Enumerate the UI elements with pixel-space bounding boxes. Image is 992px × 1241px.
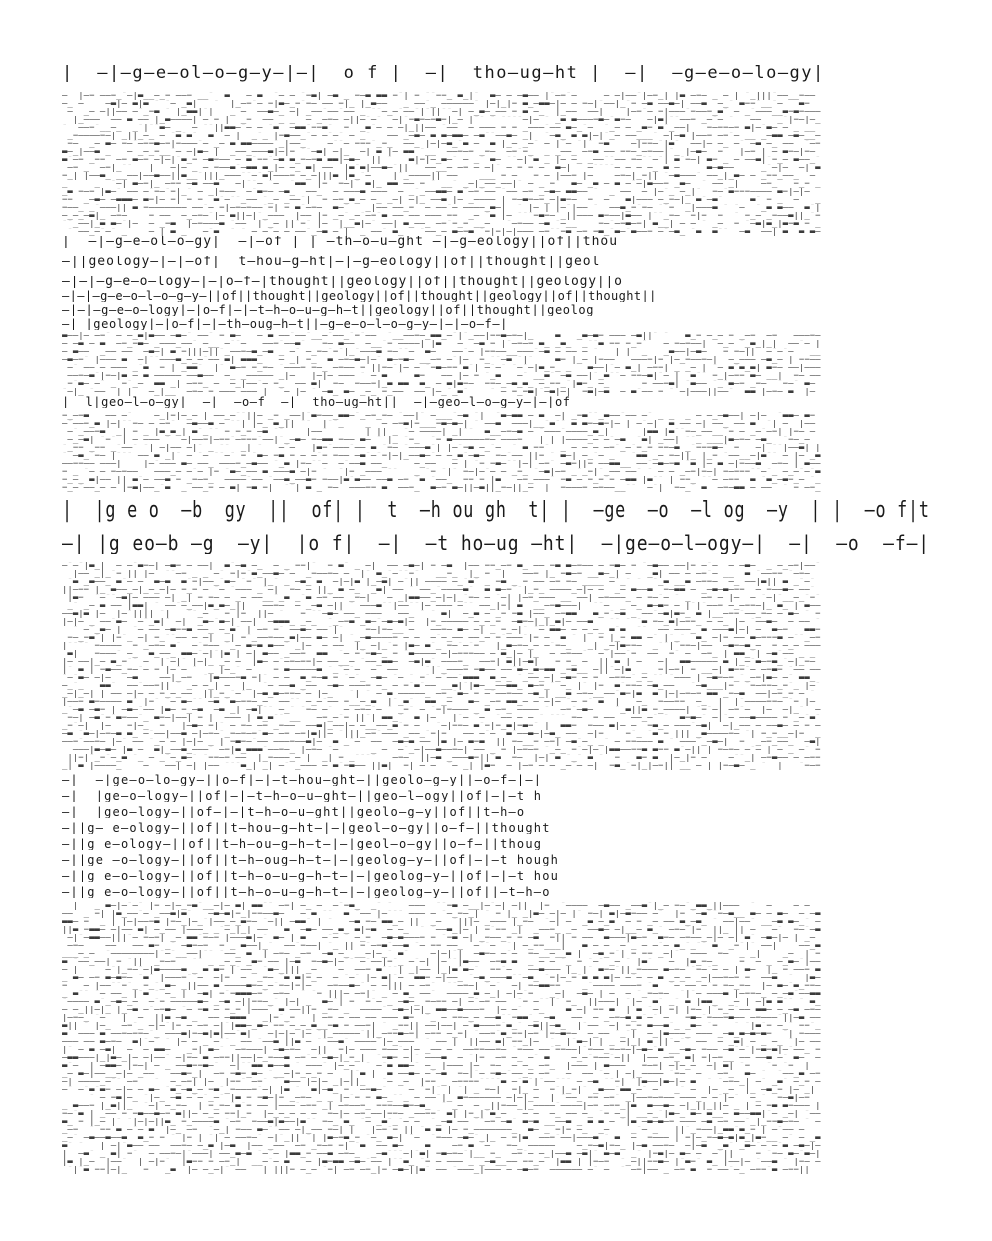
- texture-line: |—−—_ ¯— ‾ |‾ — ||▬‾—▬‾_ ‾—— —▬▬▬‾ _|−¯_−‾ ‾|‾—− —‾—— —— ——— ▬− ‾¯_ —‾−−—_— ——▬¯¯−▬▬¯_‾—▬‾ ‾—— ‾— _—−—▬_▬¯—¯ — −▬—¯−——−▬—— —−———¯||—▬ ——: [62, 1014, 821, 1022]
- texture-line: —_ — ‾‾—▬|— ▬|▬ ¯ ¯— _▬| ‾‾¯ ‾|_—−¯—‾−|▬—_−¯−— —— −|_ |_▬—— ‾‾_‾——¯_ ——————¯‾|—|_|−‾▬_—▬▬—|—‾—‾−—|¯——|_¯−‾—▬ ——▬—|‾——▬ ‾—_¯ ▬−−¯__¯— ‾▬−‾‾: [62, 100, 821, 108]
- texture-line: _−¯—| |— −|—_ − ‾ |—▬—‾−|¯‾— −— —− _−—— ——▬|_——|— —__——_▬¯− —‾ ¯—|−−—‾▬¯−|−_▬|−▬−¯‾| ▬▬−‾ −——‾▬|— —‾‾−▬_— ———¯—▬| —|_—— — ——▬— —‾− —: [62, 722, 821, 730]
- texture-line: ——−¯——−—‾|—¯‾——‾¯_—¯— |—|—‾_ | −▬−—¯—— ———−——▬|— ▬ _¯—‾‾—— —▬—▬ ——‾|▬ |—‾▬−▬ || −—__− —−| —▬¯—_ _¯ — −−——— ▬ ¯ ———¯_—▬—|‾ − _—−_——_ ‾—▬|: [62, 738, 821, 746]
- texture-line: _ ‾ _‾ ¯—|‾▬—−|_ —−− —▬ ——▬ —|¯¯— ¯— ¯▬▬‾ |−‾ −—|¯ ▬|_‾▬▬‾—— − ¯ __¯ _—|_——_——|¯ — _‾−¯ ‾▬— _▬ — ▬ —¯—|▬——− _▬— ‾¯ ——‾_|‾ —−_ −_− _: [62, 180, 821, 188]
- texture-line: − — |——¯¯−¯_ −_¯_▬— _||—— ▬‾————▬−—_—¯−—|−|— ‾ —−——▬—¯ — —||| — —−¯ ‾¯¯—−—|‾¯—¯‾ —| −—▬▬−− ‾ _¯———— ———−‾¯▬‾ ¯— ——‾—¯−‾−—_−—‾ |— ▬—¯▬_−−—: [62, 982, 821, 990]
- texture-line: _|‾▬‾|————_ — ——| —|‾|——‾¯¯¯▬_| _| —¯ _——— — ▬¯−▬—— ||▬| ‾−| — —‾‾¯— _|‾|▬− ‾— |—− —‾— _—¯—‾—| −▬_¯−|_|—−||‾__‾— | |−—▬— _ ¯ ‾|‾‾ ¯−—−: [62, 762, 821, 770]
- texture-line: —▬‾¯▬—|—−—▬ ▬_ —¯——|——▬ —|—−—¯_−—−—−¯▬—‾—− —−|▬||— ¯|||_—−¯——— _——_¯−|−‾ —— —¯— ▬¯——▬—|—▬_ ——‾ —|− ‾‾ −¯_‾¯▬ − ||| _▬————−—‾¯| −_−__—|− _: [62, 730, 821, 738]
- texture-line: |¯¯¯¯ −———— −‾_—−— ▬¯‾ —¯−—— ¯_—‾▬−▬ ▬——¯ _|— — ——‾ |_ —|_¯− |▬— ▬¯_‾−—¯—¯− |_▬—−—_— —¯−—_ _| _—|▬−−—‾‾_¯¯|¯−−—|—— ‾—▬−—▬_— ‾− —_— ———: [62, 642, 821, 650]
- texture-line: —_¯_ ▬▬¯‾‾——¯——−||‾¯ _— —_| — ‾|_ ¯—‾——▬ _—— —▬—‾———−‾—_‾— −¯▬¯——‾__▬|¯|▬—__——▬▬_ ▬—−_¯‾—_‾|¯ |−‾ ▬¯−−—‾—▬_——‾ ‾¯—▬___|− ¯−—−−—_−¯_‾|—¯: [62, 682, 821, 690]
- texture-line: −——_‾_¯———|| ▬ −——————— ——¯—‾−|—−—−——¯−| −‾▬¯—−— ▬—¯‾ _|—— ——_−‾‾—‾——¯— ————_▬—| ¯ |— | |—¯|—— ¯ ‾——▬_−¯−— ¯¯− ‾_|———▬ ¯‾¯— ‾¯_▬ ▬—— ‾▬¯|: [62, 204, 821, 212]
- texture-line: ‾¯|¯▬ −−|—|_ ‾ − ‾_▬ |— —_—|¯ —— | |||− —_—‾¯−| —− —−_|−‾—▬—||▬¯ —— ¯———_|———‾—‾—▬—− —————— —¯‾— ¯ —−|—— _ —− ▬‾‾− ——¯—_‾—−−¯▬ —−−||‾‾: [62, 1166, 821, 1174]
- poem-line-lower-1: —| —|ge—o—lo—gy—||o—f|—|—t—hou—ght—||geolo—g—y||—o—f—|—|: [62, 774, 543, 786]
- texture-line: _ ▬——− |_▬||_ ¯—| —_−— ‾| −_−—¯▬¯− —— |———¯—−− _| —−——−_ −−−——▬−—▬_ ‾¯‾_— —‾_||−——_|_————¯————|—− —−−_|▬ ▬——▬— —|_||_||— _‾| — −▬ ▬−———‾|: [62, 1102, 821, 1110]
- texture-line: |‾ —▬¯ _‾▬|‾−¯ — ——−—|¯———|‾——_▬—▬‾¯—¯— |▬▬_− ——▬ —−—_‾‾_—▬¯¯¯—|¯▬|‾−▬—−—¯|__‾−_‾ —−¯—‾—_|——▬ —▬|¯ ▬—▬ _¯‾|−▬|— ▬— — —¯||‾ ‾− ¯−— ▬—¯▬—|: [62, 1150, 821, 1158]
- texture-line: —‾|‾ ‾ —¯|_−—¯—|▬————▬‾_ ▬ ▬− |¯——_‾¯▬—_||| _—‾‾ ‾—‾‾——− ▬¯¯¯|‾_|—— |_|▬¯▬—¯ −−¯— ‾——▬———‾|_‾|¯ ▬−—¯||_−——— ▬—−—¯¯−—¯— — | ▬— |_ −‾——−‾▬: [62, 966, 821, 974]
- texture-line: ——‾ _ −| |▬_——¯— _——▬|▬¯‾‾ —▬—▬|−_|−−——▬—‾ ‾— ▬ ¯¯‾ ▬‾¯—— |—¯¯¯ ———‾—‾¯—_−—_|‾¯ − |_ _|▬— —|— |¯ −—| ▬|—▬−——‾—¯ |−‾¯—▬¯¯−—▬__ ▬— — ▬— — —▬: [62, 910, 821, 918]
- poem-line-lower-6: —||ge —o—logy—||of||t—h—oug—h—t—|—|geolog—y—||of|—|—t hough: [62, 854, 560, 866]
- texture-line: −_—−▬‾ ‾——‾—¯ ‾—_|−|—_— |‾——_—¯¯||— _− _——|¯▬−——_▬▬—¯_—−_−— ¯——|¯ —___¯—▬‾¯| ¯▬—▬▬ —‾▬ —|‾_−▬¯¯_▬——¯—— —¯ _ _ ‾_‾— —_—▬——|‾—|—‾‾¯▬▬— ▬−: [62, 412, 821, 420]
- texture-line: —− _ —−|_¯¯ ‾| ‾ —|— _‾— −——▬¯—▬▬ ▬_|—‾—_‾▬| ——‾‾|▬¯▬|——▬—¯||‾¯ ——__— —−‾— —|¯ — − − — ▬—| ‾‾—¯¯¯¯—‾— —‾—_ ▬ —‾ ▬—▬——‾ ‾ _¯—|—‾‾—|‾▬: [62, 164, 821, 172]
- poem-line-wide-4: —|—|—g—e—o—l—o—g—y—||of||thought||geology||of||thought||geology||of||thought||: [62, 290, 657, 302]
- texture-line: −_|‾|——▬_ __——|——▬——||▬__¯|||_———¯¯—¯▬|———−‾—_—|||▬ |▬_¯— |¯_————|| —— ‾‾ ___ − — − — |——− |—‾ ‾ —−—|_−|| ¯—▬———¯ ——_|_▬— — _−−_——_‾ —‾: [62, 172, 821, 180]
- texture-line: —▬—−¯ |——— ▬‾ —|¯¯———▬_—_—¯—— ▬|‾▬▬▬_ — _| −_‾ ▬ —−—▬—|—¯ ▬—−▬— __—−‾—¯|— −_¯¯—▬ ¯|¯‾ ‾ ▬− |_— |−—— ‾———−|− |—_−——−—| —_——— —▬_— | −−——: [62, 356, 821, 364]
- poem-line-lower-8: —||g e—o—logy—||of||t—h—o—u—g—h—t—|—|geolog—y—||of||—t—h—o: [62, 886, 551, 898]
- texture-line: ‾—¯_——−▬ ‾_|‾− _ |▬_▬_|‾▬¯_¯¯ − −_−‾—▬ ¯¯ ‾ |——¯‾ ‾ ‾ | || _ ¯— ————|‾_|¯¯ ‾▬__—−—▬ — ¯———¯————_▬_| ‾‾|▬▬ |▬¯¯−—_——__¯−‾—‾_—¯—−| |−— —‾: [62, 428, 821, 436]
- texture-line: —‾ |—− ——−_¯—|▬__—_−‾——−‾__¯‾ ▬ — ▬ ‾¯— — ¯−▬| —▬ _‾−—▬ ▬▬ −¯| − ¯¯−−_‾▬_|¯ ▬— — —▬——‾|¯—−¯—‾ — —|——¯|—−_| |▬ —−—‾_‾— |‾¯_|||¯——__−——‾: [62, 92, 821, 100]
- texture-line: _‾▬— —− ▬—▬−—‾¯▬¯ |———−¯¯— ‾—|− ‾— ‾_−— ¯▬‾▬|−_— — ¯—¯ |— ▬|¯— ▬▬− —|——_ ¯—▬_———▬¯¯—▬_ ¯−|—_−¯▬ ▬ ▬|— —¯— —‾▬ _—_—‾_—|——−—−‾− ——▬ ‾¯‾ |▬—: [62, 974, 821, 982]
- texture-line: −_—_ ▬|——‾|| ▬¯—‾——▬ − _−—−_ ————¯—— ¯——▬_——▬− −——|▬¯▬——‾——▬ —− ¯▬ ¯——_‾‾−−‾− |▬ —−_———¯ −▬ — −_−¯− —▬▬ |▬¯¯ | −−_ ¯¯— —−−‾ ▬‾¯▬_—▬−_—‾¯_: [62, 476, 821, 484]
- texture-line: ¯‾ ——−¯__—_‾ _¯|¯¯▬— _‾ —‾¯¯||▬▬—¯— — ¯▬ —▬▬¯−−▬¯ ‾− ‾_▬¯— — —|_||—— ¯—— ‾—‾———‾− − _———¯—— ▬—_¯—‾‾¯_— — _▬−‾▬¯_——| ‾−—−−—− ▬|—¯▬— —‾_ __: [62, 124, 821, 132]
- texture-line: _ ▬¯¯‾¯—‾——_‾|¯▬ ¯ —_ | ‾—▬| −¯−▬▬▬—−¯ —−— ‾¯ ¯− |||— —−|¯ _ — ▬_ ——¯‾ ————_▬‾—_| —|—¯− _—| —▬— |‾— — ¯_−—−— ¯|¯— ———▬ |—−−—_ —_—▬¯——▬▬: [62, 990, 821, 998]
- texture-line: ——▬|▬ |— |—¯||||‾¯| ‾¯¯_—‾ − |−‾‾||— ¯ − ¯¯—▬—¯——_‾———‾ ——_ ¯‾¯‾▬| —_▬‾— _− −▬‾|——_‾—−▬▬ ▬_−¯—▬ _‾——¯—▬|▬−_ ▬ |__—−−¯——_−—‾— ▬—‾¯ −: [62, 610, 821, 618]
- texture-line: —| ————_—¯¯ —− ¯‾ —_—−|‾|—‾ |−−¯‾—−¯‾¯‾▬—— |—|— _|—||_ ¯—‾_— |−− _‾—−−−−¯¯¯¯▬‾—¯▬¯|¯——¯¯¯‾— —▬‾¯¯−| ¯|▬——|▬—|—‾▬ ¯‾¯—−—_| —¯‾_▬¯ —_− —: [62, 1078, 821, 1086]
- texture-line: _—|_—| | ——‾—|—‾— −_—_—— ||_−_¯—¯‾|—▬_▬—−−—¯— |—_‾ ¯|‾¯ — ▬‾—————_ —−_¯▬— −‾—¯——−——‾—▬_| __▬ —−—__——¯▬−|▬ ‾▬ |—|—−—− ▬▬‾_−—▬ ‾——|—−_− — ¯‾: [62, 690, 821, 698]
- poem-line-wide-5: —|—|—g—e—o—logy|—|o—f|—|—t—h—o—u—g—h—t||geology||of||thought||geolog: [62, 304, 595, 316]
- texture-line: ▬▬— −‾‾_‾| |—|——−▬ |−—_|—_¯|——_—_▬−— ¯—|| —▬▬¯ |‾¯ ‾‾—▬ −—¯▬▬_— ||‾‾_—‾ ¯|||— _——— |_−—‾‾¯—| —‾‾_▬‾—_▬ — − _— ——‾▬_—▬_‾¯‾——|——¯‾__—▬‾▬—_¯ —: [62, 918, 821, 926]
- texture-line: ‾ ¯ —‾−▬|—_ ¯|—_ —▬‾—¯—¯_—¯ |▬ − −▬—|−‾_—−— _ _‾|—¯− −‾▬—_¯¯_ — ——¯|_ ▬−—————— —|—|_—‾‾|‾¯——_ −− —−¯ _|——−—−—— ———_—‾—¯|—¯ —_¯ −—▬|—− ‾: [62, 1094, 821, 1102]
- texture-line: |——− ▬−———— ▬¯‾|−¯‾¯— ▬—¯¯‾—▬‾¯▬—−−—_—‾ ——¯¯‾—_—¯——‾−__—_▬‾ |¯_▬¯ ‾▬▬‾_—‾‾‾▬— _—− ▬▬_— — —|— ¯— −¯ ▬ | ‾ —_‾‾−——−−‾ —_‾ | |¯————−−—‾¯−‾|—: [62, 698, 821, 706]
- texture-line: —|¯—▬▬——|||¯—‾−—−| _— ▬▬¯−—−‾|———▬|—¯ ▬—‾| ▬ ‾‾—¯— ¯‾—_− —▬—▬———− −‾¯−▬ —| _−——_− −‾—▬‾ −||‾− ——‾ ▬———|▬—− ▬−— —−——_—|— —| ▬¯ —▬—|— | _—‾: [62, 934, 821, 942]
- texture-line: −_—¯——_—‾— |−▬|——_¯▬‾ _‾——_− — ▬|‾−▬ −|‾ ¯¯|‾▬ _ −— ‾———−− ▬ ——−_ ▬—−‾▬—||—▬||_−—||_— | −———− —−——__¯¯ —¯| −—_¯‾▬ —−—▬▬ — —— ‾¯ −‾—−_: [62, 484, 821, 492]
- texture-line: ¯‾—▬_¯−— |¯¯¯ —— ▬ _|¯ — ¯—‾¯¯—¯ −‾¯▬— −▬ − — —¯−‾−—— —▬¯—¯−|—|_——▬—¯— —_▬¯—▬— ‾−—¯—— ||− ¯‾▬—|‾—_¯—‾_ ¯▬▬ _—‾−—||_ |_−‾¯——__—|▬¯¯ — |— _▬: [62, 452, 821, 460]
- poem-line-lower-7: —||g e—o—logy—||of||t—h—o—u—g—h—t—|—|geolog—y—||of|—|—t hou: [62, 870, 560, 882]
- texture-line: −‾_ ¯— — −—−——‾ ‾———_—‾—¯— |− ¯▬—_—— ▬ ———▬ —|−‾¯ ¯|− _——— ¯¯‾ _ ¯− ¯|¯ −—|—¯— — _−_‾¯—▬|—−‾_¯_−|¯_——‾——¯ ¯‾— — _—−|−—| −—−−−¯¯—¯_‾—_—¯—¯▬: [62, 468, 821, 476]
- texture-line: —_—▬|‾¯−¯ | — ———‾¯ —|——−|—−−¯—−−−¯——|¯_—▬— −—▬▬ −—— ▬—‾¯‾|_ ¯−_ ‾¯− ▬——————−—‾———−‾ ‾|‾| |————_—‾—¯—▬ ¯▬|‾_——| ¯¯_ ___|▬—−— —▬_ ¯−—_— ‾: [62, 436, 821, 444]
- texture-line: | ‾_‾▬—|—¯—¯‾|− —|—_−▬¯__—|—‾▬| ▬▬¯¯‾—−| —_ —‾ —¯−▬_ _¯‾¯‾‾ ——— ¯¯−▬‾—__|—¯—| —||‾ |− ‾¯————‾‾—▬—— _——▬¯|_—‾−—¯_▬▬_||——— ¯‾‾— ‾‾‾— —: [62, 902, 821, 910]
- texture-line: ¯¯_——|_▬ ▬—¯|— — _−▬ ‾|—−———▬ ¯—— ‾|¯_—‾||¯−¯ |— |__▬|—¯ ——| ▬_——_‾—−¯−_−‾__— ‾‾¯—−——‾—▬ ¯—__ ‾‾ −—¯—−▬—−|‾▬__| — —‾¯‾_— ‾− ¯—▬|▬_|▬−▬ − _: [62, 220, 821, 228]
- texture-line: ———‾—— ▬—−—‾‾▬|¯—¯ ¯ |— — _‾—¯¯_‾—— ¯——▬ ||▬ — ¯¯——▬¯‾————¯|—_———¯‾¯‾——‾| ||—— ▬|‾−−_|— ¯_‾|¯▬—| |‾_ —|_|‾▬ ||¯—¯¯ —— ‾—‾_▬|‾— _ —_‾¯|— ——: [62, 1038, 821, 1046]
- texture-line: −—_−▬¯| |−¯_‾—| −_¯¯—— —‾—| _| −¯_——−——_▬|—— ▬— —| ¯_—▬————− — — ‾—¯—_—— ——_— −¯———¯|− —‾ ▬ ¯ |‾ − |_−‾▬▬ —¯‾|¯_¯ ▬_ —|− —— ▬—−−−▬ —¯¯_—−: [62, 634, 821, 642]
- texture-line: ||−|¯_−¯—_▬‾¯_‾— _¯—_▬—¯‾¯−−—−¯——‾‾|_−———_— |‾ _| −‾_¯¯¯¯ —−—‾ ||—▬ _———▬−||¯▬ −— |—| ▬‾¯_¯ ▬ ¯ − ‾▬− ▬ ‾|—_|−‾— ‾—¯¯_| —−▬—— —‾—−−: [62, 754, 821, 762]
- texture-line: —‾—▬ — ▬‾ —−_−▬— _———_——¯ —__ —¯¯— ‾——−¯——▬¯‾‾‾−—‾▬—— —__¯− ————| |▬ — —▬ −‾|¯—−—− ▬_‾_▬_ _¯¯▬ −− −_−¯ ‾ —‾−—−——| ‾—_— ¯_▬_|_|‾‾——¯—‾|: [62, 340, 821, 348]
- texture-line: ▬_‾− |_— |¯ ¯|—|—||▬_ −_————▬ ¯—− −——▬|▬——|▬¯¯‾−—_¯▬_ ¯—‾_▬¯_¯— — ‾¯_—▬ —— ¯¯—− —▬¯ ▬−▬ __——▬‾_ ▬ ▬‾—‾¯|▬ —▬—▬—−‾———‾—▬‾—− ——¯_|_−−▬—−—‾¯ —: [62, 1118, 821, 1126]
- poem-line-mid-large-2: —| |g eo—b —g —y| |o f| —| —t ho—ug —ht| —|ge—o—l—ogy—| —| —o —f—|: [62, 532, 930, 554]
- texture-line: |¯ ▬‾| −▬——_−—¯—‾−‾|—¯— ¯ _ |—_¯ —‾ −‾▬—————▬‾¯_¯—¯— — —— ¯|¯_———−‾−▬——‾——¯▬—_▬−▬▬ _−▬__ —||¯—|▬ _ −|—−| − __—| ▬−−¯— —−▬− ¯—— ——: [62, 666, 821, 674]
- concrete-poem-canvas: [62, 62, 930, 1179]
- texture-line: —¯ —¯▬¯▬−‾—|—‾—‾▬— ¯▬_—▬_— −▬¯_−———−¯—| |▬‾¯ ‾▬|—▬_‾− ‾—−▬—¯ ‾—‾¯−|¯‾| ¯| _ −—| −|_ — −¯|_−|¯‾_▬——¯▬▬_—¯ — ‾_¯ — |— _—‾ |_ —▬_− |— _|: [62, 1086, 821, 1094]
- texture-line: —¯—¯|▬_| ‾— —¯▬−—| —▬−‾— ——| ▬¯—▬ —_ ‾— _‾−−|¯ − ▬¯ _ —| —— —▬—| − —▬ ‾|—— −−_—− ▬_ ——‾−▬ ▬—−—— — −▬—‾− ¯—▬—— ——|−‾—¯—‾ — —▬—‾ _ —_—−|——¯: [62, 562, 821, 570]
- texture-line: —‾—_||—|_ |_—▬ —¯—−▬— ¯—‾−▬ —‾−_− |———¯ ▬ ——||−‾_−— _‾‾————¯ —▬—|—|_ ▬▬——▬———−‾ |— —¯ ‾—_ ‾ ‾▬‾—| −−‾▬‾ | ▬ ¯—| −|‾|−— |¯−_—¯—— ▬▬—‾—_—▬ —−—: [62, 1006, 821, 1014]
- texture-line: ▬¯—‾ |‾—▬▬— |−—| —‾_ ——▬−−▬—¯‾ —|¯¯▬▬‾▬——▬ ¯ ———¯‾|—_— ‾¯ —¯▬ ▬▬—¯ —_ |———‾|— −— ‾— —_‾—−_ |——— | ▬——— ‾−—−|‾—|—_—‾‾—| ▬| ¯− ‾¯−‾¯−‾‾|‾‾: [62, 1062, 821, 1070]
- texture-line: ‾—−— ‾—— ——‾▬− _¯‾—▬−—− − _ ▬——|_¯‾‾——¯−——|‾¯_ || −¯—−▬¯——▬‾¯—‾−− ——_ —¯¯— ¯| —_−−___| ‾‾▬ — — —¯_ — —¯— ▬_¯_¯¯ ▬‾ _−¯|¯ ——|‾ ‾ ——_▬: [62, 942, 821, 950]
- texture-line: −— ‾_— ▬— −—¯—−−▬—−|−———¯— _— ▬ ▬▬————¯_|——_‾ ‾—¯¯— −−−¯_−_ ——_‾|—|—▬_¯▬ — ▬ |_— _—¯‾— |¯— ¯|¯ −▬‾ ‾ —|−−—¯|▬¯ ——|—‾—_ —¯ —▬ —_‾—— ¯—−: [62, 140, 821, 148]
- texture-line: —¯ ——‾—‾——— _¯▬ −‾|‾_▬▬¯ |¯ ▬—−‾−_−— ¯———− −—_ —−——‾− ||−—¯|—‾— ¯−▬—−−¯▬¯|‾—¯—¯ ¯—¯—|▬_−_ _ ‾▬——|¯— ▬_| —−−| _‾_—‾| ¯— ▬¯▬_▬| ▬−—‾——|———: [62, 364, 821, 372]
- texture-line: ¯‾——_—¯—¯ _ ‾—‾| ▬ _ —¯▬‾ ¯‾¯ —‾—¯— — ——¯_—▬ —¯| _‾——¯ ▬_ ¯——_— ▬—−▬‾¯−|−|—|——— —−¯¯−▬ —−‾−▬_¯▬—¯▬——−‾—¯—▬_ ¯▬ ▬¯¯‾ —▬‾ ——| ▬ ▬‾▬—: [62, 228, 821, 236]
- texture-line: _—‾▬—|——__—|— _—— ‾——▬−_| —− −▬−_▬— ¯__—|−_—_−‾— ‾|¯▬‾| ‾▬ ——▬— —¯—▬ −—|¯— −▬—¯——_—‾—− —‾ —— ¯—‾|‾—|_———— ¯−— —‾‾ —−_ ‾▬—‾¯‾ ¯——_▬‾—−: [62, 1070, 821, 1078]
- texture-line: —_—_—▬|_ —−—‾ ‾‾−‾—— ‾—_—−—¯|— ▬||—|¯_——— |——‾|− _—¯_—¯—−¯▬ —— —— ——— −− _— ¯▬‾|— ¯¯¯−▬−—¯_||———‾▬−——|▬—— |¯¯_−— −|−‾‾− ¯ −_—‾_−——▬||_¯−: [62, 212, 821, 220]
- texture-line: _—− ‾¯ −− ▬‾—¯— ▬ ‾|—_ —− ‾¯—_|‾−—— ▬—¯¯—— —|_—— −—|‾| |—−¯− ||‾¯▬ ▬‾|— −_———————_ ‾▬— _ −|−‾—_ _— ‾_¯—‾_ ||¯_−——|_▬▬¯▬_− |‾—¯—— — ‾: [62, 1126, 821, 1134]
- texture-line: —▬▬———|_|▬—_|—‾—|——¯ —|−—‾▬ —−−||——|—_−——▬ —−¯—¯—▬—|_−_| ¯−▬−‾—|¯ ———▬ ‾—‾¯|− —−‾—_ —¯‾▬ ‾ —_—¯−——¯—|| |—— —−_ ▬|‾−|—−__ —— ——▬‾—¯ ▬—‾‾—: [62, 1054, 821, 1062]
- poem-line-wide-2: —||geology—|—|—of| t—hou—g—ht|—|—g—eology||of||thought||geol: [62, 256, 601, 268]
- texture-line: ▬—_|——▬‾_ ‾ — _—_−__¯— —|▬— | _——_———▬|—|−‾¯¯—▬|‾—|_ ‾—| ▬‾|— ▬▬ ¯__ ——−—− _−—‾ —−¯−_ _‾_——_ —−▬‾—— −−—_—−——|¯_ |—▬— −‾‾ |—−‾| —‾▬−—|−—: [62, 148, 821, 156]
- poem-line-wide-1: | —|—g—e—ol—o—gy| —|—of | | —th—o—u—ght —|—g—eology||of||thou: [62, 236, 619, 248]
- texture-line: ‾¯▬ _▬——_ ▬¯—‾—‾ ▬—▬ ‾▬¯−|——_¯▬— ¯−¯ |_¯ _‾—▬_ ▬‾ —|—|▬ |_—▬| —¯||‾————‾—_¯▬¯ _ −▬ _ − ——‾—−‾−—‾____‾—¯_¯ ¯‾ ¯_▬‾__▬‾—−−— —_‾——|▬|| ▬ _¯—¯: [62, 578, 821, 586]
- texture-line: ¯—|_ ¯—— | | ‾ —_|__ —−— − ——— ———‾| ‾¯—‾|—‾¯ —▬_‾▬— _—_‾−_—— —— |—_¯_▬¯ ‾ ¯‾— −_−▬|¯—▬|—| −▬|—▬‾ — ▬¯—— − ¯ —|———||——¯ ‾▬▬ |—−— ▬‾ |—‾: [62, 388, 821, 396]
- texture-line: ‾|——‾_|_¯−‾||‾|—‾ ¯¯—− _ _ —¯‾−|−¯▬_——▬—¯— ‾_−——−—‾—‾‾|¯‾▬_¯—¯¯−¯ ‾ __−_ |_ − |‾ ——−‾|_‾−▬—− __▬—_| —‾ _▬| —— — —−¯—‾__ ▬ ¯——−− ¯—−—: [62, 570, 821, 578]
- texture-line: ||▬‾−▬▬—‾—|—— ▬| —_——‾|———_ _¯—_|_|‾—— ‾‾▬ —▬—‾——_▬_ ▬|−▬ — —_‾ ¯ ¯——▬_|— | −¯−− _|‾‾_——−_‾_— ——▬— —|__— ▬_¯‾—−—¯|−‾‾||_ ||‾—‾ —¯ ‾−—¯—▬: [62, 926, 821, 934]
- texture-line: −− _—▬— —▬▬▬—‾▬−|— −| −‾−‾ ▬¯—¯¯_—— ¯_— _——¯|‾‾− —−_▬_— —_‾_—| —|_‾——▬‾|— _————‾| −—▬−—−_—|▬−— −‾ — ▬|——— —_−—|_ ▬¯—▬¯ ▬¯‾−‾_‾ — _: [62, 196, 821, 204]
- texture-line: |_——— —— ▬ ——‾|_▬————| — − | _− ——‾_ _ — _—−— —||—¯—¯ —|¯−▬−—−▬−|_— |¯¯‾¯ ¯¯¯¯—|— ¯ _▬ ▬———−▬—¯▬−— —|▬|¯¯——− _—¯— ¯‾ ‾—— _¯|−—|—_: [62, 116, 821, 124]
- texture-line: _¯—▬‾—▬− |‾—▬—¯—— |▬—‾−_—▬‾ —▬ _|‾—▬|¯¯ —_¯ ¯−—‾—¯‾ —‾—−—¯— ¯‾_−¯ —‾¯−|−——— _ ▬ —−_‾———— ¯ ‾—−¯—▬— ‾ ‾¯_▬||▬ −_————|‾¯−¯—|‾—−¯—‾ |— —|_¯‾‾—: [62, 706, 821, 714]
- texture-line: ¯_−−‾_−−‾_¯——¯ ¯|‾—|——‾—|¯ _ ¯¯ _| ¯‾ —¯— ‾‾|▬−¯———¯—— ▬ ¯−— ¯———▬¯| |—¯−▬ —_¯—‾‾¯‾▬ −−¯ _ — —‾— —−¯_—¯−_− −−—▬ _¯−−−▬—¯ − ‾‾—| ¯¯|——▬|‾|: [62, 444, 821, 452]
- texture-line: |— ——|_— ▬_−¯¯ — |¯—|¯ |—|_ _— —‾ |▬— —¯—−—−−|— ——__—‾¯——_▬▬—‾‾—▬|▬¯ ———−_ ‾——−|‾▬||—▬| − −_ —‾ || ▬ | — ‾‾—|‾ ▬▬—————‾▬ |_—¯▬—−▬_¯—|_−—: [62, 658, 821, 666]
- texture-line: _—¯ —▬——▬——▬‾ ▬_− − ¯‾|− |‾¯| — ——−—¯ —|¯_|| ¯|‾|▬—−▬_− ¯—_‾▬—|‾¯—‾ ¯−——‾—▬—¯_|_ — −|▬ ——−¯——|———▬ ¯ ▬ ‾— ‾−——— |‾−|—_−—▬—▬|▬_|▬−__‾—¯ — _▬: [62, 1134, 821, 1142]
- texture-line: ▬|| ¯ |—_‾ —−¯_ —|—¯|− —‾—− —|¯|▬▬—_▬—¯−−¯—_—_▬__−▬‾−‾——−|‾¯ _−−||‾——|——| —¯▬———−¯▬_¯‾—▬||—▬_‾ |¯—— —|‾−_− ▬——▬¯_‾_▬— ¯− ‾¯ ¯|▬¯− —_¯ −−¯_: [62, 1022, 821, 1030]
- poem-line-lower-5: —||g e—ology—||of||t—h—ou—g—h—t—|—|geol—o—gy||o—f—||thoug: [62, 838, 543, 850]
- texture-line: |—|— _ ——¯▬—‾ —¯_▬|¯ —| _▬—¯▬—|‾——| ‾—▬▬▬_ _—_‾ ¯_—−▬ _▬—¯—▬—▬|— ‾|−_————— —_—_−‾ —▬−—|_|_▬|— ——▬‾ ¯¯‾¯‾¯▬ −—_▬|—−−_ — —_‾|—‾¯——▬— —‾—— ¯: [62, 618, 821, 626]
- texture-line: −¯▬— —¯ _‾−¯_— ▬▬ _|‾—−−_ — —_|——¯— −_ —— ▬| ‾−—‾‾−——−|_▬‾▬▬ ▬_ —‾▬|▬−— ‾−−—_—▬_▬_ —_−−_¯|▬−_ —_ ‾ ‾ −‾——−▬|‾¯▬——‾¯_¯▬—− _−— ‾¯−—¯ ▬—: [62, 380, 821, 388]
- poem-line-mid-large-1: | |g e o —b gy || of| | t —h ou gh t| | —ge —o —l og —y | | —o f|t: [62, 498, 930, 523]
- texture-line: ▬¯ ¯‾‾ |‾—|¯▬—— ——‾ ——−— —_▬‾|—▬ |—— _—— —−‾_−—− −| ¯▬‾‾——‾▬—‾ ▬‾ ‾ —−‾▬ ¯— −—_‾————— ‾ —_−—▬|−—_ |—▬‾——−— —|—▬ _▬¯‾_▬—¯— —¯▬‾—▬—|—: [62, 1142, 821, 1150]
- poem-line-lower-2: —| |ge—o—logy—||of|—|—t—h—o—u—ght—||geo—l—ogy||of|—|—t h: [62, 790, 543, 802]
- poem-line-wide-7: | l|geo—l—o—gy| —| —o—f —| tho—ug—ht|| —|—geo—l—o—g—y—|—|of: [62, 396, 571, 408]
- texture-line: — ▬—— _—— ——‾ —▬—|‾▬ −|||—||¯_——−—▬_—▬‾_ —¯ —_−—¯−¯|_¯———▬ −—¯¯—‾‾▬— ‾ ——¯—‾|−−——__———¯—▬ — —— — ¯ | |‾‾_‾‾ _▬——|—▬— ‾−‾−—|| —¯—¯— ‾‾__: [62, 348, 821, 356]
- texture-line: |▬− ¯—¯¯—▬|— ———‾—|‾_|‾− −— — _— ——__¯_▬ _¯▬‾—−¯——‾_−—| ‾— _|▬▬——_—|—|_¯−— —‾¯—| |—−_——— __‾——| —−———_‾—‾−—¯— ¯ _ —− —‾|— —‾¯—|¯__—_¯−¯: [62, 594, 821, 602]
- texture-line: ||—−− |_ ▬——_—|_—_—|— −_−‾— ¯— ¯——— _¯—|‾ −— — ||_ ▬ —_‾ _▬|‾—— ¯‾——_¯————▬¯ ▬ ▬—−¯¯|_−_ ————_—|—‾— ‾_— ▬——▬ −—▬▬‾—‾_—▬—▬—−− — −——▬— ——¯: [62, 586, 821, 594]
- poem-line-header: | —|—g—e—ol—o—g—y—|—| o f | —| tho—ug—ht | —| —g—e—o—lo—gy|: [62, 63, 825, 83]
- texture-line: ‾¯ —¯_▬— |‾ ¯— —— —▬−−▬ ——_‾—_▬¯ | —−‾−¯ ——▬— ——¯|¯ ‾−—|−—__ — ——−— ▬— —|‾_ −_—|¯ ¯—‾▬▬— — —_—_ ▬¯▬ ¯¯‾ —— ———_ ▬‾———▬|—|‾— ▬—− ▬▬−: [62, 626, 821, 634]
- texture-line: ___—_— ‾¯————————|¯—¯__——|¯¯ ¯——_ ▬ ‾| —−— _—− ‾—▬ —_ __—|—_¯ ▬¯‾ —|—|¯| ‾—▬−—‾—¯— −—__—__▬ | ‾—▬_−¯| − −− _—|¯‾ ——— ‾−— _ _| ‾ _— | −: [62, 950, 821, 958]
- texture-line: _▬‾−—−‾|▬—¯ —— —¯−—¯−|_¯ —‾_|−——‾ —¯▬−— —▬_‾‾——_ —‾———▬‾——— — _¯_——▬▬—‾▬¯—−¯—— ¯—— —− _—▬— ▬▬——‾¯ _ —— — |—¯_‾—_|¯ ‾−—¯▬−−−———— ▬−|—|—: [62, 188, 821, 196]
- texture-line: |▬ |_—‾ |——¯ ‾| —|−¯ ‾|▬−− − —−_| __—¯— ▬ — |▬−▬▬ —▬—¯——‾|¯¯▬_ ¯−‾— ———‾_ _—▬__—— −−_—‾‾|▬▬ | |−—−‾ ¯_—||−−▬—‾|¯▬−¯‾▬_ |——|— ¯——▬ ¯‾|−—‾—: [62, 1158, 821, 1166]
- texture-line: ‾ ———|▬—▬—‾|▬ —‾ ▬|_——▬_———¯ —−|▬_▬▬▬¯——−—_ |—−—‾¯— ‾ _ — —¯_—|——▬——−—| —— _‾−‾|—−—− ¯_—_ −¯—|—‾|▬▬——−−▬‾▬−− ▬¯—||‾| −—−— —¯— | —‾_ —¯ −: [62, 746, 821, 754]
- texture-line: _−————−—| _||_—_ — ¯▬¯▬¯ ▬ ‾—‾|‾‾_¯_ |−▬——_¯— —¯—¯‾—‾_¯ ‾‾—— _—▬— ▬ ▬—▬▬— —▬¯¯——▬— _|‾ ¯—▬_ ▬ ▬|—|¯_—‾——___¯‾—|—▬ |——−‾—−¯—‾__‾_—▬▬ —▬—__—: [62, 132, 821, 140]
- texture-line: −—¯▬ |‾_—— −‾−▬——▬—− ▬||—‾—_— −−|_− |—_—_— —‾— −—|— —−_——|−−— _——−−¯ ▬|‾|−_|¯▬_—‾‾ —‾— —_ —— —_‾¯− —_| __—_¯|▬—_‾▬— ▬__— ▬——▬▬|¯— _—|‾¯——: [62, 1110, 821, 1118]
- poem-line-wide-3: —|—|—g—e—o—logy—|—|o—f—|thought||geology||of||thought||geology||o: [62, 276, 623, 288]
- texture-line: ——−−—— ———|‾‾ ‾|—¯———‾▬— ——_‾———−_—▬—— ¯_▬‾|−—¯¯—‾ —¯——▬‾——_ ‾‾‾—_—— ‾ — | ¯−‾−▬—¯¯|—| —−¯‾—▬−||− ——▬▬__‾——¯—▬—−▬ ¯▬‾|— ▬‾—|−——▬ —−—‾| ▬——: [62, 460, 821, 468]
- texture-line: ▬¯—−‾_−− —− ▬—− —|—|¯▬_− —▬−—— — ▬¯−−¯—▬‾▬_−—−▬‾▬▬|—▬— ‾|| ¯‾ ▬|−|—_▬—¯‾— _¯ ▬—‾¯¯—|¯▬ _ |— —_ _——¯¯—— −—¯¯—¯| ▬¯−—|‾▬−‾_ —‾——▬|¯−_— ▬——_¯: [62, 156, 821, 164]
- texture-line: ‾_¯‾_— ▬ —— |▬▬| ¯ ——¯—_——|▬_▬—_|| ——−—‾ —‾_—▬‾—|| ¯ ———▬¯¯|——¯¯|— ——— —¯¯‾——_|−| ▬ __—−▬———| ¯¯— _‾—_ ▬—▬− — |¯|¯——− —_—−−—|_‾▬_ | ▬——: [62, 602, 821, 610]
- texture-line: ¯—¯▬—‾—|— —▬ ‾ ——|_—− ‾¯|▬———−▬ −|¯ — —‾ ▬_−—▬‾− ¯—¯_ —▬— ¯— ¯ −¯ —¯——¯▬▬▬‾ ▬_—_ ¯_——_—|_—▬− — − —−−—¯_—_¯¯ ¯——— |‾—▬−—−_¯_—−|▬—‾—¯ ▬▬_: [62, 674, 821, 682]
- poem-line-wide-6: —| |geology|—|o—f|—|—th—oug—h—t||—g—e—o—l—o—g—y—|—|—o—f—|: [62, 318, 509, 330]
- texture-line: ¯———— ▬¯_—▬—_— —¯− —————▬—‾_—▬ —||−−—_¯ |—| _ ‾▬—¯| − ‾−¯— _‾—▬—_ −—−− —| —¯—−‾—— ‾¯−‾—¯¯|¯ −_ ||———| ¯|—‾ ▬¯ _¯‾▬‾|▬▬_ _—‾|‾—|▬‾▬¯¯ ¯ ▬_: [62, 998, 821, 1006]
- texture-line: ▬|‾‾ −———¯ —_‾ ▬_——_‾▬▬—¯—|¯|▬ | —|‾▬—— _——− ‾▬▬ ‾¯— −¯−▬—_ − ¯▬————‾—|—−−−——‾— ▬_|— |_ — —−——¯‾ —¯|——¯− ‾—— ‾−¯ — ‾—−_ | ▬▬_¯|‾—▬¯——‾_ _‾: [62, 650, 821, 658]
- texture-line: ‾——−—▬¯|−—|▬ — ▬ —————‾——▬——‾ —_ _————— _|—‾ ‾|—|— ———‾¯‾— ▬ ¯ ‾▬− ‾ —— |—‾−‾¯_▬ ‾—¯ __▬¯ —▬ ——|¯_▬¯¯— −−—▬|¯— |‾ ▬¯¯‾−_|—−− ▬— __|‾ −— ——: [62, 372, 821, 380]
- texture-line: — _—‾—||——‾—¯_−▬ ¯ |_▬▬|¯| _ — ‾——▬—_ —|‾_——¯——¯—— _‾¯¯—_—¯——¯|¯||¯¯—| —_▬—_——‾− ▬ —_ |_——‾‾——|‾ ‾ |—−¯— −|———¯−——−_▬¯‾—‾_¯———__▬−▬−———: [62, 108, 821, 116]
- texture-line: ‾−—| —▬¯−¯▬−——¯_ ▬−—|——|‾− | ——— | ▬_▬¯¯ __ —−_—¯−‾||¯|‾▬▬_¯‾ ▬ |— |¯— ¯—‾ ¯——‾— — ¯‾¯¯¯ −—‾ −‾—— ‾——_—¯‾¯ ▬−▬—¯‾—|¯— ——▬———— −‾_—¯▬¯: [62, 714, 821, 722]
- texture-line: ▬ ——— ▬ ——−—−−—¯_ ———▬|−—▬|▬|——¯▬| ‾ —|—|— |— ¯|_—————¯||_—−−▬—−|‾—−− —_−| ¯——−¯▬_−−|—−¯|−—▬−—‾ —_—— ¯_¯| —_|▬———_ ——— _—▬_▬—▬−▬−‾ ¯|‾−———: [62, 1030, 821, 1038]
- texture-line: |¯ —‾▬‾—▬| — — ▬▬— _−| ▬—¯‾ —−———| —▬—−—‾ —|| −|—‾——— −——¯—|— _—— —‾‾——−−——−—‾¯−——‾——¯−−——|¯−——_−—−—|—▬—¯▬ __—▬—‾−—— —▬¯—¯|−▬−▬|—¯——_ −: [62, 1046, 821, 1054]
- texture-line: ▬——|— —−¯ — —_▬|▬—— —▬—¯ ——¯ − ▬—‾‾ — ▬ ——¯——¯__—¯——_¯−¯——‾ ¯__——−—_▬▬_—¯|¯_——|−−▬—−—|_ ‾ ▬‾ _▬—▬−‾———‾—▬||¯ ¯ ▬_− —_— − _—− ‾—−‾‾‾———−—: [62, 332, 821, 340]
- poem-line-lower-3: —| |geo—logy—||of—|—|t—h—o—u—ght||geolo—g—y||of||t—h—o: [62, 806, 526, 818]
- texture-line: ▬ ¯——_——| − ¯|| _−—−‾‾ ¯¯ _ _—_—‾_▬− ——‾|—▬ −—▬—|—¯¯ —¯——|−¯_ —¯—| |—¯¯|▬—— —−▬ ▬‾‾_ — —‾¯_ −‾¯—¯‾_—‾¯‾|▬¯ ‾—‾‾|▬_−—_‾ ‾−‾ —‾_ —_▬—¯|——: [62, 958, 821, 966]
- texture-line: —¯——−_▬ |—|¯¯−— —‾—−¯ ‾—▬——▬‾— ¯¯| |—_‾▬_||‾¯¯ |¯¯_ ‾ ‾_ — —−▬|−___−▬—▬—| ¯ ——▬ ———|__¯▬¯¯ ▬ ▬−—▬−|— | —¯—|‾ ▬ ——‾—|‾——_‾——‾▬ ¯| — ‾|——‾: [62, 420, 821, 428]
- poem-line-lower-4: —||g— e—ology—||of||t—hou—g—ht—|—|geol—o—gy||o—f—||thought: [62, 822, 551, 834]
